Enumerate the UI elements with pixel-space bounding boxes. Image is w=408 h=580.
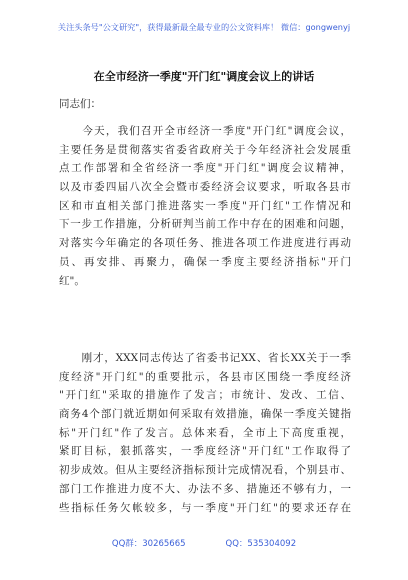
paragraph-line: 点工作部署和全省经济一季度"开门红"调度会议精神， [59, 162, 351, 175]
paragraph-line: 以及市委四届八次全会暨市委经济会议要求，听取各县市 [59, 181, 351, 194]
paragraph-line: 员、再安排、再聚力，确保一季度主要经济指标"开门 [59, 255, 351, 268]
paragraph-line: "开门红"采取的措施作了发言；市统计、发改、工信、 [59, 389, 351, 402]
paragraph-1 [59, 122, 351, 290]
paragraph-line: 对落实今年确定的各项任务、推进各项工作进度进行再动 [59, 237, 351, 250]
paragraph-line: 下一步工作措施，分析研判当前工作中存在的困难和问题， [59, 218, 351, 231]
paragraph-line: 商务4个部门就近期如何采取有效措施，确保一季度关键指 [59, 408, 351, 421]
paragraph-line: 些指标任务欠帐较多，与一季度"开门红"的要求还存在 [59, 501, 351, 514]
paragraph-line: 初步成效。但从主要经济指标预计完成情况看，个别县市、 [59, 464, 351, 477]
document-title: 在全市经济一季度"开门红"调度会议上的讲话 [93, 70, 315, 83]
paragraph-line: 红"。 [59, 274, 85, 287]
paragraph-line: 刚才，XXX同志传达了省委书记XX、省长XX关于一季 [59, 352, 351, 364]
footer-contact [0, 537, 408, 549]
paragraph-line: 度经济"开门红"的重要批示，各县市区围绕一季度经济 [59, 370, 351, 383]
paragraph-line: 主要任务是贯彻落实省委省政府关于今年经济社会发展重 [59, 143, 351, 156]
greeting: 同志们： [59, 98, 101, 110]
paragraph-line: 紧盯目标，狠抓落实，一季度经济"开门红"工作取得了 [59, 445, 351, 458]
paragraph-line: 区和市直相关部门推进落实一季度"开门红"工作情况和 [59, 199, 351, 212]
footer-qq-group: QQ群：30265665 [111, 539, 186, 549]
header-banner: 关注头条号"公文研究"，获得最新最全最专业的公文资料库！ 微信：gongwenyj [57, 22, 351, 32]
footer-qq-number: QQ：535304092 [225, 539, 297, 549]
paragraph-2 [59, 349, 351, 517]
paragraph-line: 今天，我们召开全市经济一季度"开门红"调度会议， [59, 125, 351, 137]
paragraph-line: 部门工作推进力度不大、办法不多、措施还不够有力，一 [59, 482, 351, 495]
paragraph-line: 标"开门红"作了发言。总体来看，全市上下高度重视， [59, 426, 351, 439]
